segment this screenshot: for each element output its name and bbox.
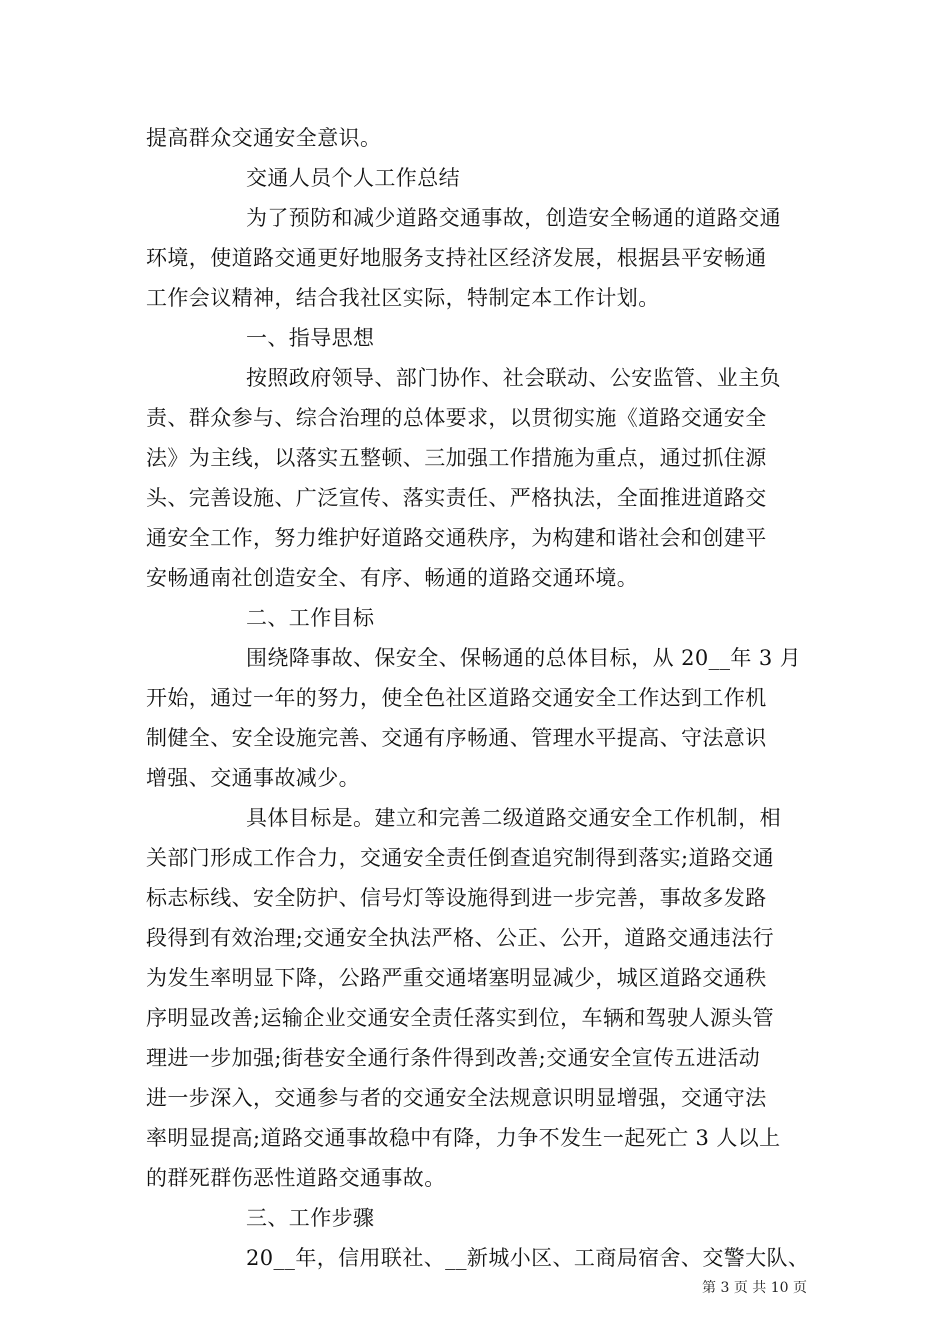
text-line: 通安全工作，努力维护好道路交通秩序，为构建和谐社会和创建平 [146,526,767,550]
text-line: 的群死群伤恶性道路交通事故。 [146,1166,446,1190]
text-line: 理进一步加强;街巷安全通行条件得到改善;交通安全宣传五进活动 [146,1046,761,1070]
page-number-footer: 第 3 页 共 10 页 [702,1280,807,1296]
section-heading: 三、工作步骤 [246,1206,375,1230]
text-line: 责、群众参与、综合治理的总体要求，以贯彻实施《道路交通安全 [146,406,767,430]
section-heading: 一、指导思想 [246,326,375,350]
text-line: 为了预防和减少道路交通事故，创造安全畅通的道路交通 [246,206,781,230]
text-line: 法》为主线，以落实五整顿、三加强工作措施为重点，通过抓住源 [146,446,767,470]
text-line: 工作会议精神，结合我社区实际，特制定本工作计划。 [146,286,660,310]
text-line: 开始，通过一年的努力，使全色社区道路交通安全工作达到工作机 [146,686,767,710]
text-line: 头、完善设施、广泛宣传、落实责任、严格执法，全面推进道路交 [146,486,767,510]
text-line: 20__年，信用联社、__新城小区、工商局宿舍、交警大队、 [246,1246,810,1270]
text-line: 制健全、安全设施完善、交通有序畅通、管理水平提高、守法意识 [146,726,767,750]
text-line: 进一步深入，交通参与者的交通安全法规意识明显增强，交通守法 [146,1086,767,1110]
text-line: 按照政府领导、部门协作、社会联动、公安监管、业主负 [246,366,781,390]
text-line: 标志标线、安全防护、信号灯等设施得到进一步完善，事故多发路 [146,886,767,910]
section-heading: 二、工作目标 [246,606,375,630]
text-line: 增强、交通事故减少。 [146,766,360,790]
text-line: 段得到有效治理;交通安全执法严格、公正、公开，道路交通违法行 [146,926,775,950]
text-line: 关部门形成工作合力，交通安全责任倒查追究制得到落实;道路交通 [146,846,775,870]
section-title: 交通人员个人工作总结 [246,166,460,190]
text-line: 提高群众交通安全意识。 [146,126,382,150]
text-line: 率明显提高;道路交通事故稳中有降，力争不发生一起死亡 3 人以上 [146,1126,781,1150]
text-line: 具体目标是。建立和完善二级道路交通安全工作机制，相 [246,806,781,830]
text-line: 安畅通南社创造安全、有序、畅通的道路交通环境。 [146,566,639,590]
text-line: 围绕降事故、保安全、保畅通的总体目标，从 20__年 3 月 [246,646,802,670]
text-line: 为发生率明显下降，公路严重交通堵塞明显减少，城区道路交通秩 [146,966,767,990]
text-line: 环境，使道路交通更好地服务支持社区经济发展，根据县平安畅通 [146,246,767,270]
text-line: 序明显改善;运输企业交通安全责任落实到位，车辆和驾驶人源头管 [146,1006,775,1030]
